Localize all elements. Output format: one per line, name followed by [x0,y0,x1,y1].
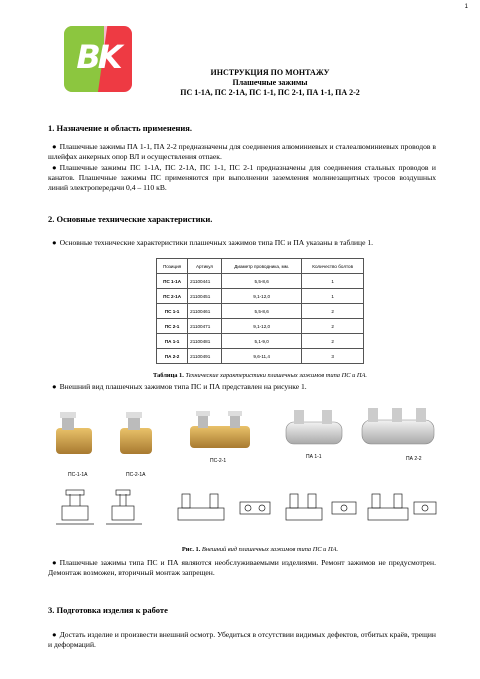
table-cell: 3 [302,349,364,364]
clamp-pa-2-2-photo [362,408,434,444]
section-2-heading: 2. Основные технические характеристики. [48,214,213,224]
table-header-cell: Диаметр проводника, мм. [221,259,301,274]
table-row [157,304,364,319]
table-cell: ПС 2-1 [157,319,188,334]
table-header-cell: Количество болтов [302,259,364,274]
section-1-paragraph-2: ● Плашечные зажимы ПС 1-1А, ПС 2-1А, ПС 1-1, ПС 2-1 предназначены для соединения стальных проводов и канатов. Плашечные зажимы ПС применяются при выполнении заземления молниезащитных тросов воздушных линий электропередачи 0,4 – 110 кВ. [48,163,436,192]
table-cell: 9,6-11,4 [221,349,301,364]
drawing-ps-2-1 [178,494,270,520]
bullet: ● [52,238,57,247]
drawing-ps-2-1a [106,490,142,524]
product-label: ПС-2-1А [126,472,146,478]
table-cell: 1 [302,274,364,289]
drawing-pa-1-1 [286,494,356,520]
table-cell: 21100461 [188,304,222,319]
table-row [157,349,364,364]
bullet: ● [52,558,57,567]
section-3-heading: 3. Подготовка изделия к работе [48,605,168,615]
table-header-cell: Артикул [188,259,222,274]
table-header-row [157,259,364,274]
section-1-heading: 1. Назначение и область применения. [48,123,193,133]
table-row [157,274,364,289]
bullet: ● [52,163,57,172]
clamp-ps-2-1-photo [190,411,250,448]
product-label: ПС-1-1А [68,472,88,478]
page-number: 1 [464,4,468,10]
section-2-paragraph-3: ● Плашечные зажимы типа ПС и ПА являются необслуживаемыми изделиями. Ремонт зажимов не предусмотрен. Демонтаж возможен, вторичный монтаж запрещен. [48,558,436,577]
table-row [157,319,364,334]
table-cell: ПС 2-1А [157,289,188,304]
drawing-pa-2-2 [368,494,436,520]
table-cell: ПА 1-1 [157,334,188,349]
table-header-cell: Позиция [157,259,188,274]
table-cell: 21100491 [188,349,222,364]
table-cell: 2 [302,319,364,334]
table-cell: 21100471 [188,319,222,334]
clamp-pa-1-1-photo [286,410,342,444]
drawing-ps-1-1a [56,490,94,524]
table-cell: 2 [302,304,364,319]
table-cell: 21100441 [188,274,222,289]
spec-table [156,258,364,364]
table-cell: 9,1-12,0 [221,319,301,334]
bullet: ● [52,142,57,151]
table-cell: ПА 2-2 [157,349,188,364]
table-cell: 21100451 [188,289,222,304]
table-row [157,334,364,349]
document-title: ИНСТРУКЦИЯ ПО МОНТАЖУ [210,68,330,77]
product-label: ПС-2-1 [210,458,227,464]
table-row [157,289,364,304]
company-logo [64,26,132,92]
table-caption: Таблица 1. Технические характеристики плашечных зажимов типа ПС и ПА. [152,372,367,379]
table-cell: 5,1-9,0 [221,334,301,349]
product-label: ПА 2-2 [406,456,422,462]
table-cell: 5,5-8,6 [221,274,301,289]
table-cell: 5,5-8,6 [221,304,301,319]
section-1-paragraph-1: ● Плашечные зажимы ПА 1-1, ПА 2-2 предназначены для соединения алюминиевых и сталеалюминиевых проводов в шлейфах анкерных опор ВЛ и осуществления отпаек. [48,142,436,161]
clamp-ps-1-1a-photo [56,412,92,454]
document-models: ПС 1-1А, ПС 2-1А, ПС 1-1, ПС 2-1, ПА 1-1, ПА 2-2 [180,88,360,97]
table-cell: ПС 1-1А [157,274,188,289]
clamp-ps-2-1a-photo [120,412,152,454]
figure-caption: Рис. 1. Внешний вид плашечных зажимов типа ПС и ПА. [181,546,339,553]
bullet: ● [52,630,57,639]
product-label: ПА 1-1 [306,454,322,460]
section-2-paragraph-1: ● Основные технические характеристики плашечных зажимов типа ПС и ПА указаны в таблице 1. [52,238,374,247]
product-figure [50,398,440,546]
table-cell: 1 [302,289,364,304]
technical-drawings [56,490,436,524]
table-cell: 2 [302,334,364,349]
table-cell: 9,1-12,0 [221,289,301,304]
logo-text: BK [76,38,120,76]
document-subtitle: Плашечные зажимы [232,78,308,87]
table-cell: 21100481 [188,334,222,349]
section-3-paragraph-1: ● Достать изделие и произвести внешний осмотр. Убедиться в отсутствии видимых дефектов, отбитых краёв, трещин и деформаций. [48,630,436,649]
bullet: ● [52,382,57,391]
section-2-paragraph-2: ● Внешний вид плашечных зажимов типа ПС и ПА представлен на рисунке 1. [52,382,307,391]
table-cell: ПС 1-1 [157,304,188,319]
